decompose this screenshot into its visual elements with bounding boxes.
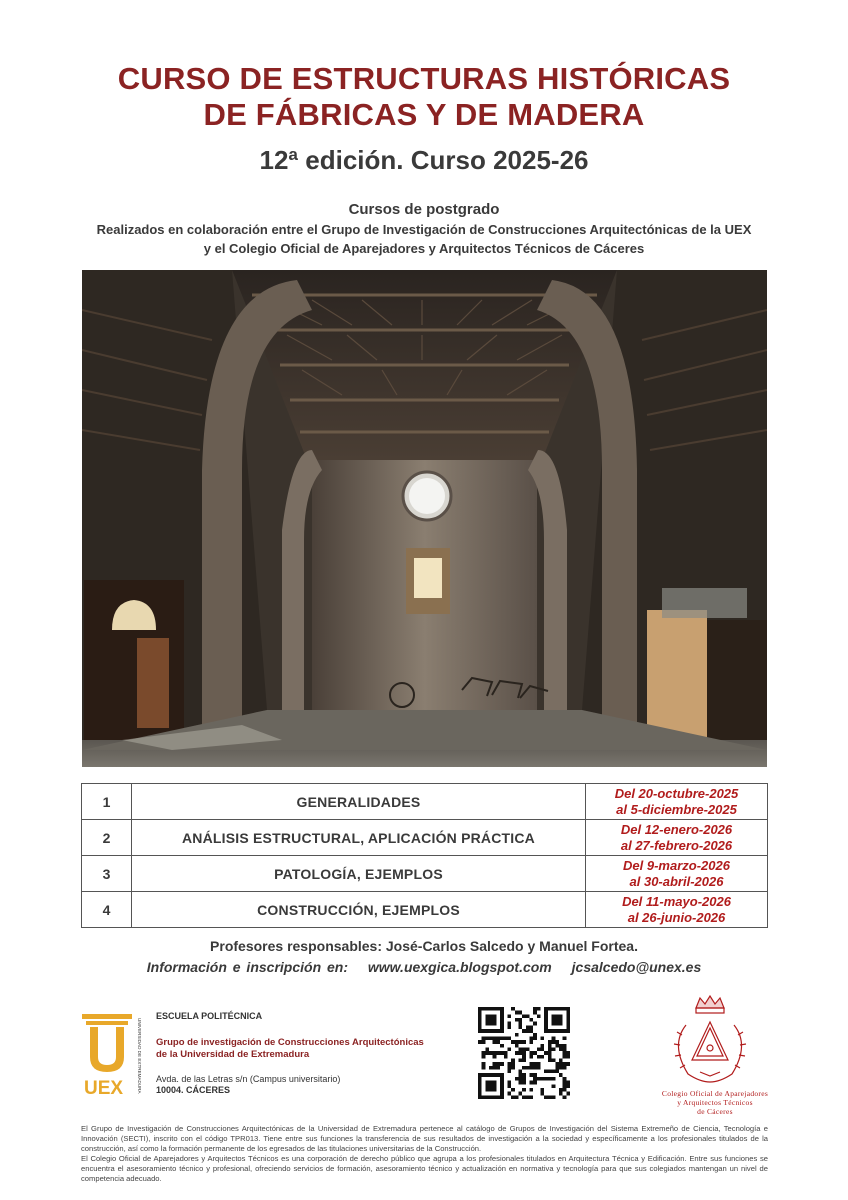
date-from: Del 12-enero-2026 bbox=[620, 821, 733, 837]
date-from: Del 9-marzo-2026 bbox=[623, 857, 730, 873]
uex-logo bbox=[80, 1010, 144, 1096]
school-name: ESCUELA POLITÉCNICA bbox=[156, 1011, 263, 1021]
module-dates bbox=[586, 856, 768, 892]
module-title: ANÁLISIS ESTRUCTURAL, APLICACIÓN PRÁCTICA bbox=[132, 820, 586, 856]
college-line1: Colegio Oficial de Aparejadores bbox=[661, 1089, 769, 1098]
college-line2: y Arquitectos Técnicos bbox=[677, 1098, 753, 1107]
date-from: Del 20-octubre-2025 bbox=[614, 785, 739, 801]
edition-heading: 12ª edición. Curso 2025-26 bbox=[259, 145, 589, 175]
module-dates bbox=[586, 820, 768, 856]
fine-print-college: El Colegio Oficial de Aparejadores y Arquitectos Técnicos es una corporación de derecho público que agrupa a los profesionales titulados en Arquitectura Técnica y Edificación. Entre sus funciones se encuentra el asesoramiento técnico y profesional, ofreciendo servicios de formación, asesoramiento técnico y actualización en normativa y tecnología para que sus colegiados mantengan un nivel de competencia adecuado. bbox=[81, 1154, 768, 1183]
course-title-line1: CURSO DE ESTRUCTURAS HISTÓRICAS bbox=[117, 61, 731, 96]
email-link[interactable]: jcsalcedo@unex.es bbox=[571, 959, 702, 975]
group-line1: Grupo de investigación de Construcciones Arquitectónicas bbox=[156, 1037, 424, 1048]
date-to: al 26-junio-2026 bbox=[627, 909, 726, 925]
table-row bbox=[82, 892, 768, 928]
website-link[interactable]: www.uexgica.blogspot.com bbox=[367, 959, 552, 975]
date-to: al 30-abril-2026 bbox=[629, 873, 724, 889]
date-to: al 5-diciembre-2025 bbox=[616, 801, 737, 817]
uex-vertical-text: UNIVERSIDAD DE EXTREMADURA bbox=[137, 1018, 142, 1094]
table-row bbox=[82, 856, 768, 892]
module-number: 3 bbox=[82, 856, 132, 892]
postgrado-heading: Cursos de postgrado bbox=[348, 201, 500, 218]
module-number: 2 bbox=[82, 820, 132, 856]
fine-print bbox=[81, 1124, 768, 1184]
module-dates bbox=[586, 784, 768, 820]
info-line bbox=[0, 959, 848, 975]
college-name bbox=[655, 1089, 775, 1116]
address-line2: 10004. CÁCERES bbox=[156, 1085, 231, 1095]
address bbox=[156, 1074, 340, 1096]
course-title-line2: DE FÁBRICAS Y DE MADERA bbox=[203, 97, 645, 132]
qr-code[interactable] bbox=[478, 1007, 570, 1099]
fine-print-group: El Grupo de Investigación de Construcciones Arquitectónicas de la Universidad de Extremadura pertenece al catálogo de Grupos de Investigación del Sistema Extremeño de Ciencia, Tecnología e Innovación (SECTI), inscrito con el código TPR013. Tiene entre sus funciones la transferencia de sus resultados de investigación a la sociedad y específicamente a los profesionales titulados de la construcción, así como la formación permanente de los egresados de las titulaciones universitarias de la Construcción. bbox=[81, 1124, 768, 1153]
date-from: Del 11-mayo-2026 bbox=[622, 893, 731, 909]
college-line3: de Cáceres bbox=[697, 1107, 733, 1116]
group-line2: de la Universidad de Extremadura bbox=[156, 1049, 310, 1060]
research-group bbox=[156, 1037, 424, 1061]
module-title: CONSTRUCCIÓN, EJEMPLOS bbox=[132, 892, 586, 928]
date-to: al 27-febrero-2026 bbox=[620, 837, 733, 853]
uex-logo-text: UEX bbox=[84, 1078, 124, 1096]
info-label: Información e inscripción en: bbox=[146, 959, 349, 975]
table-row bbox=[82, 784, 768, 820]
collaboration-line2: y el Colegio Oficial de Aparejadores y Arquitectos Técnicos de Cáceres bbox=[203, 241, 645, 256]
responsible-professors: Profesores responsables: José-Carlos Salcedo y Manuel Fortea. bbox=[210, 938, 638, 954]
college-crest-icon bbox=[660, 990, 760, 1090]
schedule-table bbox=[81, 783, 768, 928]
table-row bbox=[82, 820, 768, 856]
address-line1: Avda. de las Letras s/n (Campus universitario) bbox=[156, 1074, 341, 1084]
church-interior-photo bbox=[82, 270, 767, 767]
module-title: GENERALIDADES bbox=[132, 784, 586, 820]
module-dates bbox=[586, 892, 768, 928]
module-number: 4 bbox=[82, 892, 132, 928]
module-number: 1 bbox=[82, 784, 132, 820]
collaboration-line1: Realizados en colaboración entre el Grupo de Investigación de Construcciones Arquitectónicas de la UEX bbox=[96, 222, 752, 237]
module-title: PATOLOGÍA, EJEMPLOS bbox=[132, 856, 586, 892]
